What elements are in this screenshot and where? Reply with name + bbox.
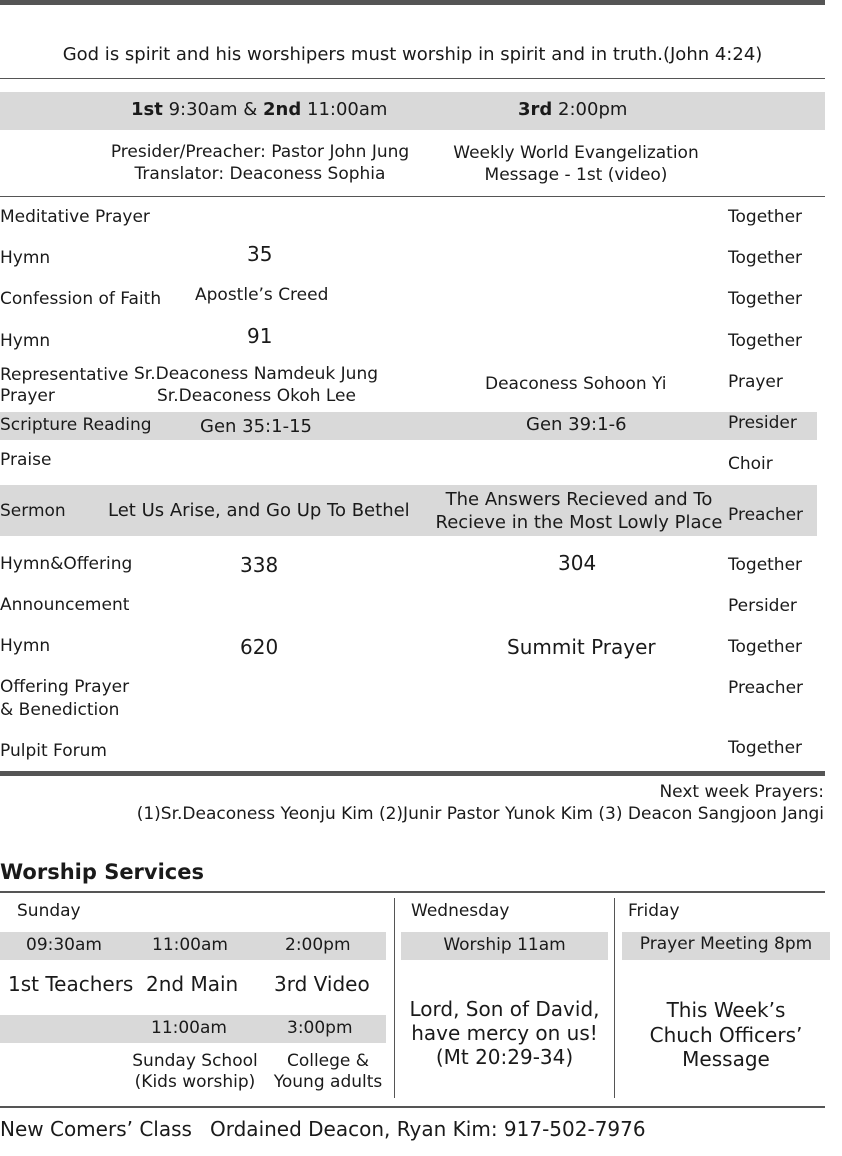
meditative-role: Together — [728, 207, 803, 227]
confession-label: Confession of Faith — [0, 289, 162, 309]
third-service-time: 3rd 2:00pm — [518, 99, 628, 120]
first-second-service-time: 1st 9:30am & 2nd 11:00am — [131, 99, 388, 120]
wednesday-msg-2: have mercy on us! — [411, 1021, 598, 1045]
sunday-time-4: 11:00am — [151, 1018, 227, 1038]
sunday-label: Sunday — [17, 901, 81, 921]
praise-label: Praise — [0, 450, 52, 470]
sunday-service-3: 3rd Video — [274, 972, 370, 996]
pulpit-role: Together — [728, 738, 803, 758]
hymn-offering-role: Together — [728, 555, 803, 575]
hymn-offering-first: 338 — [240, 553, 279, 577]
scripture-third: Gen 39:1-6 — [526, 414, 627, 435]
sermon-label: Sermon — [0, 501, 66, 521]
hymn1-label: Hymn — [0, 248, 51, 268]
sunday-school-2: (Kids worship) — [134, 1072, 256, 1092]
sunday-service-2: 2nd Main — [146, 972, 239, 996]
scripture-label: Scripture Reading — [0, 415, 152, 435]
announcement-role: Persider — [728, 596, 797, 616]
hymn3-role: Together — [728, 637, 803, 657]
pulpit-label: Pulpit Forum — [0, 741, 107, 761]
wednesday-label: Wednesday — [411, 901, 510, 921]
rep-prayer-first-1: Sr.Deaconess Namdeuk Jung — [134, 364, 379, 384]
friday-time: Prayer Meeting 8pm — [639, 934, 813, 954]
hymn3-label: Hymn — [0, 636, 51, 656]
rep-prayer-label-2: Prayer — [0, 386, 55, 406]
services-bottom-rule — [0, 1106, 825, 1108]
verse-divider — [0, 78, 825, 79]
hymn2-label: Hymn — [0, 331, 51, 351]
friday-msg-3: Message — [682, 1047, 770, 1071]
college-1: College & — [286, 1051, 370, 1071]
meditative-label: Meditative Prayer — [0, 207, 150, 227]
scripture-first: Gen 35:1-15 — [200, 416, 312, 437]
next-week-title: Next week Prayers: — [659, 782, 824, 802]
translator: Translator: Deaconess Sophia — [134, 164, 386, 184]
scripture-role: Presider — [728, 413, 797, 433]
sermon-role: Preacher — [728, 505, 804, 525]
wednesday-time: Worship 11am — [443, 935, 566, 955]
sunday-time-3: 2:00pm — [285, 935, 351, 955]
sunday-time-5: 3:00pm — [287, 1018, 353, 1038]
sunday-service-1: 1st Teachers — [8, 972, 134, 996]
rep-prayer-label-1: Representative — [0, 365, 129, 385]
worship-services-heading: Worship Services — [0, 860, 204, 884]
benediction-label-1: Offering Prayer — [0, 677, 130, 697]
benediction-role: Preacher — [728, 678, 804, 698]
weekly-message-title: Weekly World Evangelization — [453, 143, 699, 163]
new-comers-contact: Ordained Deacon, Ryan Kim: 917-502-7976 — [210, 1117, 646, 1141]
rep-prayer-first-2: Sr.Deaconess Okoh Lee — [157, 386, 356, 406]
service-times-band — [0, 92, 825, 130]
top-rule — [0, 0, 825, 5]
friday-msg-1: This Week’s — [666, 998, 786, 1022]
ministers-divider — [0, 196, 825, 197]
friday-msg-2: Chuch Officers’ — [649, 1023, 803, 1047]
weekly-message-sub: Message - 1st (video) — [484, 165, 668, 185]
college-2: Young adults — [273, 1072, 383, 1092]
sunday-time-1: 09:30am — [26, 935, 102, 955]
friday-label: Friday — [628, 901, 680, 921]
benediction-label-2: & Benediction — [0, 700, 120, 720]
presider-preacher: Presider/Preacher: Pastor John Jung — [110, 142, 410, 162]
hymn2-number: 91 — [247, 324, 273, 348]
next-week-names: (1)Sr.Deaconess Yeonju Kim (2)Junir Pastor Yunok Kim (3) Deacon Sangjoon Jangi — [136, 804, 824, 824]
hymn3-first: 620 — [240, 635, 279, 659]
wednesday-msg-3: (Mt 20:29-34) — [435, 1045, 574, 1069]
sermon-third-1: The Answers Recieved and To — [445, 489, 713, 510]
hymn-offering-third: 304 — [558, 551, 597, 575]
new-comers-label: New Comers’ Class — [0, 1117, 192, 1141]
verse: God is spirit and his worshipers must worship in spirit and in truth.(John 4:24) — [62, 44, 763, 65]
sunday-time-2: 11:00am — [152, 935, 228, 955]
praise-role: Choir — [728, 454, 773, 474]
sunday-school-1: Sunday School — [132, 1051, 258, 1071]
order-bottom-rule — [0, 771, 825, 776]
sunday-wednesday-divider — [394, 898, 395, 1098]
hymn1-number: 35 — [247, 242, 273, 266]
wednesday-friday-divider — [614, 898, 615, 1098]
sermon-first: Let Us Arise, and Go Up To Bethel — [108, 500, 410, 521]
hymn2-role: Together — [728, 331, 803, 351]
announcement-label: Announcement — [0, 595, 130, 615]
confession-value: Apostle’s Creed — [195, 285, 329, 305]
sermon-third-2: Recieve in the Most Lowly Place — [435, 512, 723, 533]
rep-prayer-third: Deaconess Sohoon Yi — [485, 374, 667, 394]
hymn3-third: Summit Prayer — [507, 635, 656, 659]
confession-role: Together — [728, 289, 803, 309]
services-top-rule — [0, 891, 825, 893]
hymn1-role: Together — [728, 248, 803, 268]
hymn-offering-label: Hymn&Offering — [0, 554, 133, 574]
rep-prayer-role: Prayer — [728, 372, 783, 392]
wednesday-msg-1: Lord, Son of David, — [409, 997, 600, 1021]
